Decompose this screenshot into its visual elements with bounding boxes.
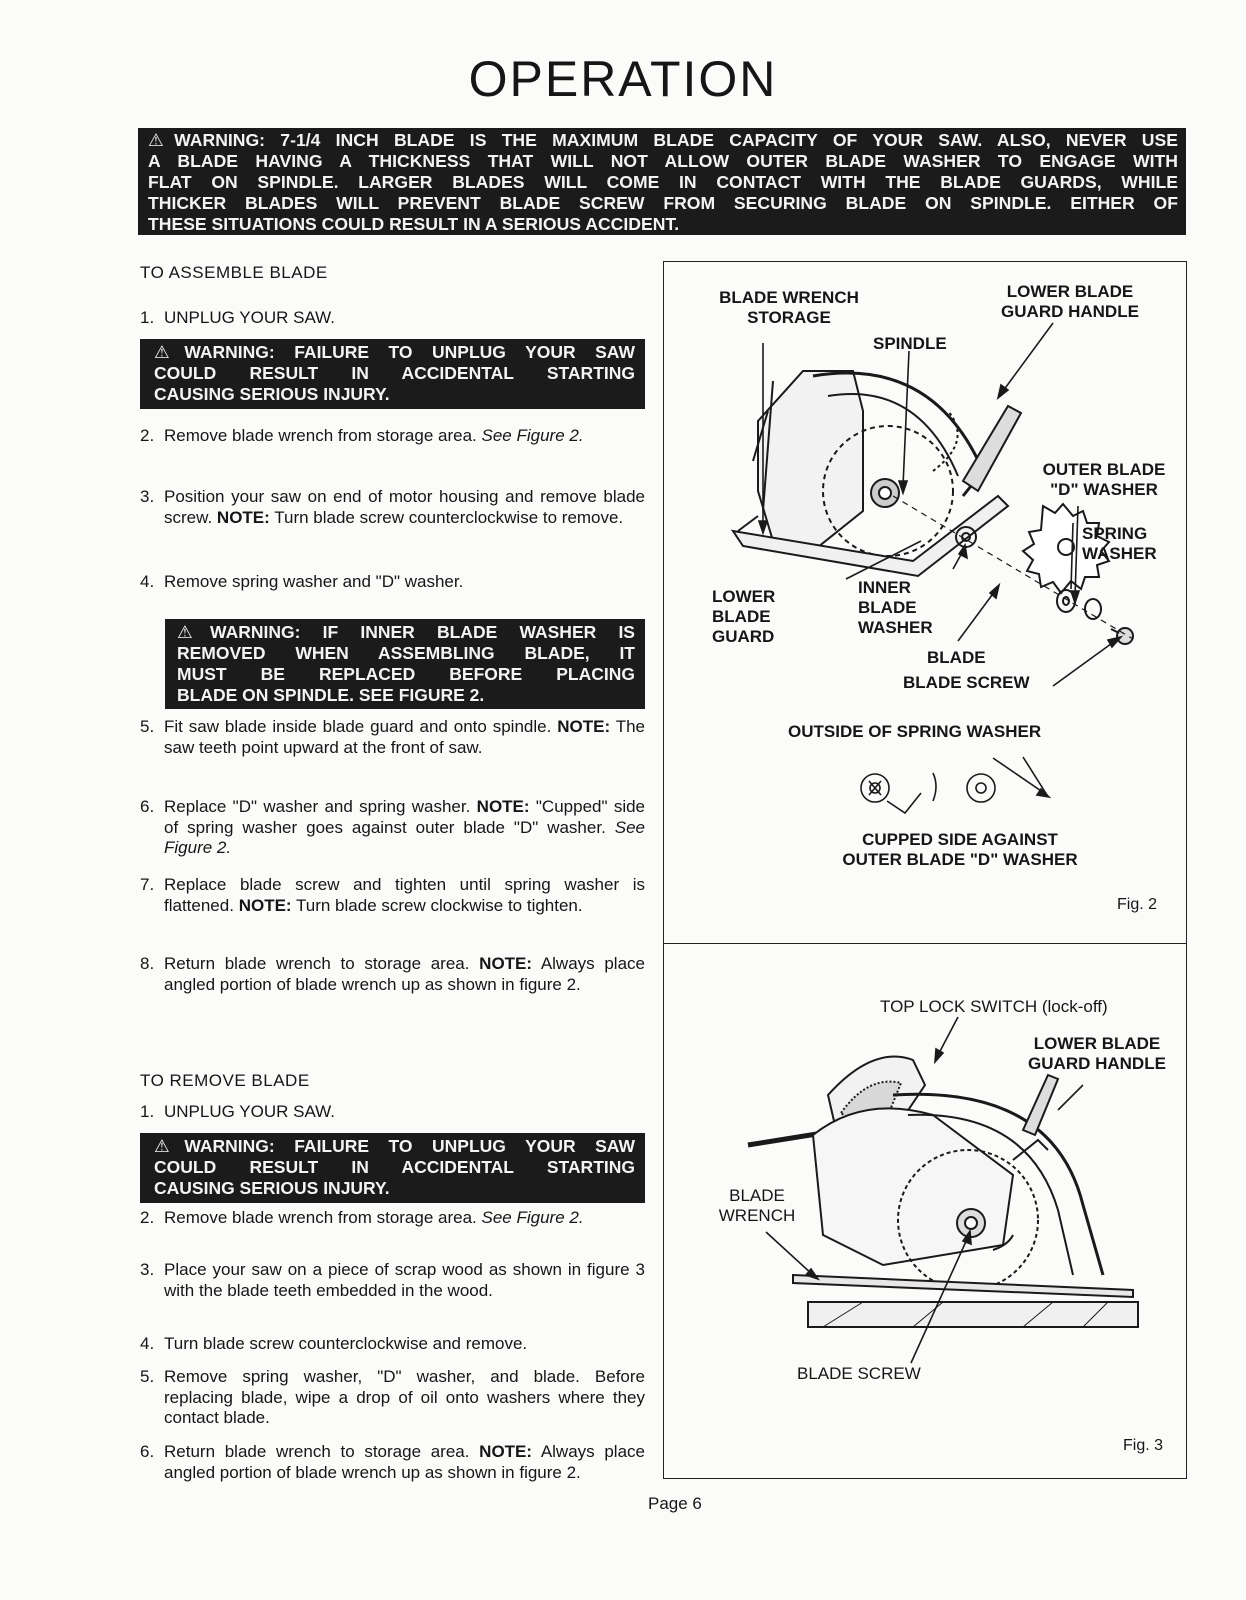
label-cupped-side: CUPPED SIDE AGAINST OUTER BLADE "D" WASHER xyxy=(842,830,1078,869)
label-lower-blade-guard: LOWER BLADE GUARD xyxy=(712,587,776,646)
assemble-step-2: 2. Remove blade wrench from storage area. See Figure 2. xyxy=(140,426,584,445)
label-top-lock-switch: TOP LOCK SWITCH (lock-off) xyxy=(880,997,1108,1016)
assemble-step-7: 7. Replace blade screw and tighten until spring washer is flattened. NOTE: Turn blade screw clockwise to tighten. xyxy=(140,875,645,915)
remove-step-5: 5. Remove spring washer, "D" washer, and blade. Before replacing blade, wipe a drop of oil onto washers where they contact blade. xyxy=(140,1367,645,1427)
label-lower-blade-guard-handle: LOWER BLADE GUARD HANDLE xyxy=(1001,282,1139,321)
unplug-warning-box: ⚠WARNING: FAILURE TO UNPLUG YOUR SAW COULD RESULT IN ACCIDENTAL STARTING CAUSING SERIOUS INJURY. xyxy=(140,339,645,409)
label-blade-screw: BLADE SCREW xyxy=(903,673,1030,692)
label-blade-wrench-storage: BLADE WRENCH STORAGE xyxy=(719,288,859,327)
assemble-step-3: 3. Position your saw on end of motor housing and remove blade screw. NOTE: Turn blade screw counterclockwise to remove. xyxy=(140,487,645,527)
inner-washer-warning-box: ⚠WARNING: IF INNER BLADE WASHER IS REMOVED WHEN ASSEMBLING BLADE, IT MUST BE REPLACED BEFORE PLACING BLADE ON SPINDLE. SEE FIGURE 2. xyxy=(165,619,645,709)
warning-line: A BLADE HAVING A THICKNESS THAT WILL NOT ALLOW OUTER BLADE WASHER TO ENGAGE WITH xyxy=(148,151,1178,171)
label-outside-spring-washer: OUTSIDE OF SPRING WASHER xyxy=(788,722,1042,741)
label-fig3-lower-blade-guard-handle: LOWER BLADE GUARD HANDLE xyxy=(1028,1034,1166,1073)
label-fig3-blade-screw: BLADE SCREW xyxy=(797,1364,921,1383)
figure-3-caption: Fig. 3 xyxy=(1123,1437,1164,1454)
warning-line: THICKER BLADES WILL PREVENT BLADE SCREW FROM SECURING BLADE ON SPINDLE. EITHER OF xyxy=(148,193,1178,213)
assemble-step-4: 4. Remove spring washer and "D" washer. xyxy=(140,572,464,591)
warning-line: THESE SITUATIONS COULD RESULT IN A SERIOUS ACCIDENT. xyxy=(148,214,680,234)
remove-step-3: 3. Place your saw on a piece of scrap wood as shown in figure 3 with the blade teeth embedded in the wood. xyxy=(140,1260,645,1300)
assemble-step-8: 8. Return blade wrench to storage area. NOTE: Always place angled portion of blade wrench up as shown in figure 2. xyxy=(140,954,645,994)
label-blade: BLADE xyxy=(927,648,986,667)
label-spring-washer: SPRING WASHER xyxy=(1082,524,1157,563)
label-blade-wrench: BLADE WRENCH xyxy=(718,1186,796,1225)
remove-heading: TO REMOVE BLADE xyxy=(140,1071,310,1090)
assemble-step-1: 1. UNPLUG YOUR SAW. xyxy=(140,308,335,327)
remove-step-4: 4. Turn blade screw counterclockwise and remove. xyxy=(140,1334,528,1353)
capacity-warning-box xyxy=(138,128,1186,235)
figure-2-caption: Fig. 2 xyxy=(1117,896,1158,913)
label-spindle: SPINDLE xyxy=(873,334,947,353)
warning-line: ⚠WARNING: 7-1/4 INCH BLADE IS THE MAXIMUM BLADE CAPACITY OF YOUR SAW. ALSO, NEVER USE xyxy=(148,130,1178,150)
warning-line: FLAT ON SPINDLE. LARGER BLADES WILL COME IN CONTACT WITH THE BLADE GUARDS, WHILE xyxy=(148,172,1178,192)
assemble-heading: TO ASSEMBLE BLADE xyxy=(140,263,328,282)
label-inner-blade-washer: INNER BLADE WASHER xyxy=(858,578,933,637)
remove-step-6: 6. Return blade wrench to storage area. NOTE: Always place angled portion of blade wrench up as shown in figure 2. xyxy=(140,1442,645,1482)
remove-unplug-warning-box: ⚠WARNING: FAILURE TO UNPLUG YOUR SAW COULD RESULT IN ACCIDENTAL STARTING CAUSING SERIOUS INJURY. xyxy=(140,1133,645,1203)
page-title: OPERATION xyxy=(468,51,778,107)
page-number: Page 6 xyxy=(648,1494,702,1513)
assemble-step-6: 6. Replace "D" washer and spring washer. NOTE: "Cupped" side of spring washer goes against outer blade "D" washer. See Figure 2. xyxy=(140,797,646,857)
label-outer-blade-d-washer: OUTER BLADE "D" WASHER xyxy=(1042,460,1166,499)
figure-divider xyxy=(663,943,1187,944)
assemble-step-5: 5. Fit saw blade inside blade guard and onto spindle. NOTE: The saw teeth point upward at the front of saw. xyxy=(140,717,645,757)
remove-step-2: 2. Remove blade wrench from storage area. See Figure 2. xyxy=(140,1208,584,1227)
remove-step-1: 1. UNPLUG YOUR SAW. xyxy=(140,1102,335,1121)
